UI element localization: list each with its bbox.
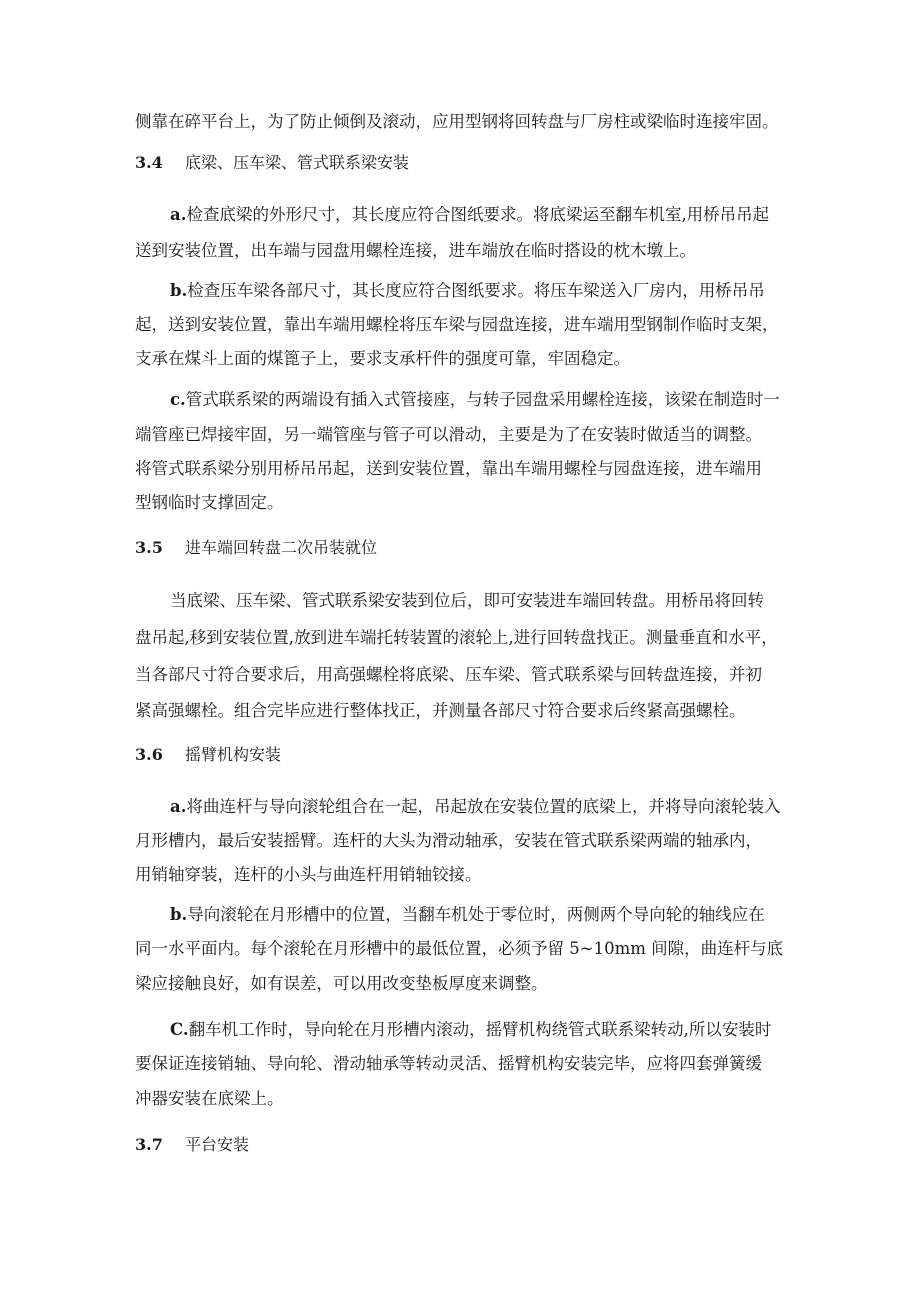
paragraph-line: 要保证连接销轴、导向轮、滑动轴承等转动灵活、摇臂机构安装完毕，应将四套弹簧缓 xyxy=(135,1054,762,1073)
paragraph-line: 用销轴穿装，连杆的小头与曲连杆用销轴铰接。 xyxy=(135,865,482,884)
paragraph-line: c.管式联系梁的两端设有插入式管接座，与转子园盘采用螺栓连接，该梁在制造时一 xyxy=(170,390,780,409)
section-number: 3.6 xyxy=(135,745,163,764)
section-title: 平台安装 xyxy=(185,1135,250,1154)
paragraph-line: 同一水平面内。每个滚轮在月形槽中的最低位置，必须予留 5~10mm 间隙，曲连杆与底 xyxy=(135,939,784,958)
section-title: 进车端回转盘二次吊装就位 xyxy=(185,538,378,557)
paragraph-line: 送到安装位置，出车端与园盘用螺栓连接，进车端放在临时搭设的枕木墩上。 xyxy=(135,241,696,260)
paragraph-line: 紧高强螺栓。组合完毕应进行整体找正，并测量各部尺寸符合要求后终紧高强螺栓。 xyxy=(135,701,746,720)
paragraph-line: 将管式联系梁分别用桥吊吊起，送到安装位置，靠出车端用螺栓与园盘连接，进车端用 xyxy=(135,459,762,478)
item-label: C. xyxy=(170,1020,189,1039)
paragraph-line: 支承在煤斗上面的煤篦子上，要求支承杆件的强度可靠，牢固稳定。 xyxy=(135,349,630,368)
section-title: 摇臂机构安装 xyxy=(185,745,282,764)
section-number: 3.4 xyxy=(135,153,163,172)
paragraph-line: 起，送到安装位置，靠出车端用螺栓将压车梁与园盘连接，进车端用型钢制作临时支架， xyxy=(135,315,779,334)
section-number: 3.5 xyxy=(135,538,163,557)
carry-over-line: 侧靠在碎平台上，为了防止倾倒及滚动，应用型钢将回转盘与厂房柱或梁临时连接牢固。 xyxy=(135,112,779,131)
paragraph-line: 冲器安装在底梁上。 xyxy=(135,1089,284,1108)
paragraph-line: 型钢临时支撑固定。 xyxy=(135,493,284,512)
paragraph-line: 端管座已焊接牢固，另一端管座与管子可以滑动，主要是为了在安装时做适当的调整。 xyxy=(135,425,762,444)
paragraph-line: 盘吊起,移到安装位置,放到进车端托转装置的滚轮上,进行回转盘找正。测量垂直和水平， xyxy=(135,628,778,647)
item-label: a. xyxy=(170,205,187,224)
item-label: b. xyxy=(170,281,188,300)
item-label: c. xyxy=(170,390,186,409)
section-heading-3-4 xyxy=(135,152,920,174)
paragraph-line: 月形槽内，最后安装摇臂。连杆的大头为滑动轴承，安装在管式联系梁两端的轴承内， xyxy=(135,831,762,850)
paragraph-line: C.翻车机工作时，导向轮在月形槽内滚动，摇臂机构绕管式联系梁转动,所以安装时 xyxy=(170,1020,772,1039)
paragraph-line: b.检查压车梁各部尺寸，其长度应符合图纸要求。将压车梁送入厂房内，用桥吊吊 xyxy=(170,281,765,300)
item-label: a. xyxy=(170,797,187,816)
section-title: 底梁、压车梁、管式联系梁安装 xyxy=(185,153,410,172)
section-heading-3-5 xyxy=(135,537,920,559)
paragraph-line: a.检查底梁的外形尺寸，其长度应符合图纸要求。将底梁运至翻车机室,用桥吊吊起 xyxy=(170,205,770,224)
paragraph-line: 当底梁、压车梁、管式联系梁安装到位后，即可安装进车端回转盘。用桥吊将回转 xyxy=(170,591,764,610)
paragraph-line: b.导向滚轮在月形槽中的位置，当翻车机处于零位时，两侧两个导向轮的轴线应在 xyxy=(170,905,765,924)
section-heading-3-7 xyxy=(135,1134,920,1156)
section-number: 3.7 xyxy=(135,1135,163,1154)
section-heading-3-6 xyxy=(135,744,920,766)
item-label: b. xyxy=(170,905,188,924)
paragraph-line: 当各部尺寸符合要求后，用高强螺栓将底梁、压车梁、管式联系梁与回转盘连接，并初 xyxy=(135,665,762,684)
paragraph-line: a.将曲连杆与导向滚轮组合在一起，吊起放在安装位置的底梁上，并将导向滚轮装入 xyxy=(170,797,781,816)
paragraph-line: 梁应接触良好，如有误差，可以用改变垫板厚度来调整。 xyxy=(135,974,548,993)
